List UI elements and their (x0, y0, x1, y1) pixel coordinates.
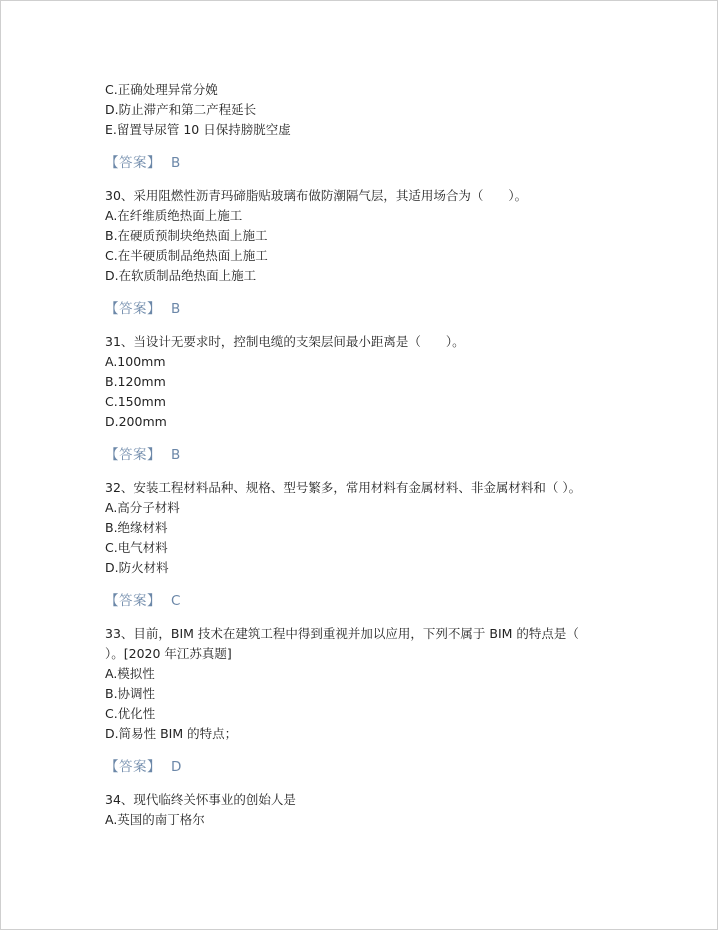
answer-line (105, 445, 625, 465)
answer-label: 【答案】 (105, 447, 161, 463)
question-block (105, 80, 625, 173)
answer-line (105, 757, 625, 777)
question-text: 31、当设计无要求时，控制电缆的支架层间最小距离是（ ）。 (105, 334, 465, 349)
option: B.协调性 (105, 686, 156, 701)
question-text: 33、目前，BIM 技术在建筑工程中得到重视并加以应用，下列不属于 BIM 的特点是（ (105, 626, 579, 641)
option: E.留置导尿管 10 日保持膀胱空虚 (105, 122, 291, 137)
answer-line (105, 591, 625, 611)
question-block (105, 790, 625, 830)
question-text-continued: ）。[2020 年江苏真题] (105, 646, 232, 661)
answer-label: 【答案】 (105, 301, 161, 317)
option: D.在软质制品绝热面上施工 (105, 268, 257, 283)
option: D.防止滞产和第二产程延长 (105, 102, 257, 117)
option: C.在半硬质制品绝热面上施工 (105, 248, 268, 263)
option: B.在硬质预制块绝热面上施工 (105, 228, 268, 243)
option: C.优化性 (105, 706, 156, 721)
question-block (105, 332, 625, 465)
question-block (105, 624, 625, 777)
answer-value: D (171, 759, 182, 775)
option: C.正确处理异常分娩 (105, 82, 218, 97)
option: A.英国的南丁格尔 (105, 812, 205, 827)
answer-value: B (171, 447, 181, 463)
answer-label: 【答案】 (105, 593, 161, 609)
answer-label: 【答案】 (105, 759, 161, 775)
answer-value: B (171, 155, 181, 171)
option: C.150mm (105, 394, 166, 409)
option: D.防火材料 (105, 560, 169, 575)
option: D.200mm (105, 414, 167, 429)
answer-value: B (171, 301, 181, 317)
question-text: 34、现代临终关怀事业的创始人是 (105, 792, 296, 807)
option: A.模拟性 (105, 666, 155, 681)
option: B.120mm (105, 374, 166, 389)
option: D.简易性 BIM 的特点； (105, 726, 238, 741)
question-text: 30、采用阻燃性沥青玛碲脂贴玻璃布做防潮隔气层，其适用场合为（ ）。 (105, 188, 528, 203)
option: A.高分子材料 (105, 500, 180, 515)
option: A.100mm (105, 354, 166, 369)
option: A.在纤维质绝热面上施工 (105, 208, 243, 223)
question-text: 32、安装工程材料品种、规格、型号繁多，常用材料有金属材料、非金属材料和（ ）。 (105, 480, 582, 495)
answer-line (105, 299, 625, 319)
document-content (105, 80, 625, 830)
answer-value: C (171, 593, 181, 609)
answer-line (105, 153, 625, 173)
option: B.绝缘材料 (105, 520, 168, 535)
option: C.电气材料 (105, 540, 168, 555)
question-block (105, 186, 625, 319)
question-block (105, 478, 625, 611)
answer-label: 【答案】 (105, 155, 161, 171)
